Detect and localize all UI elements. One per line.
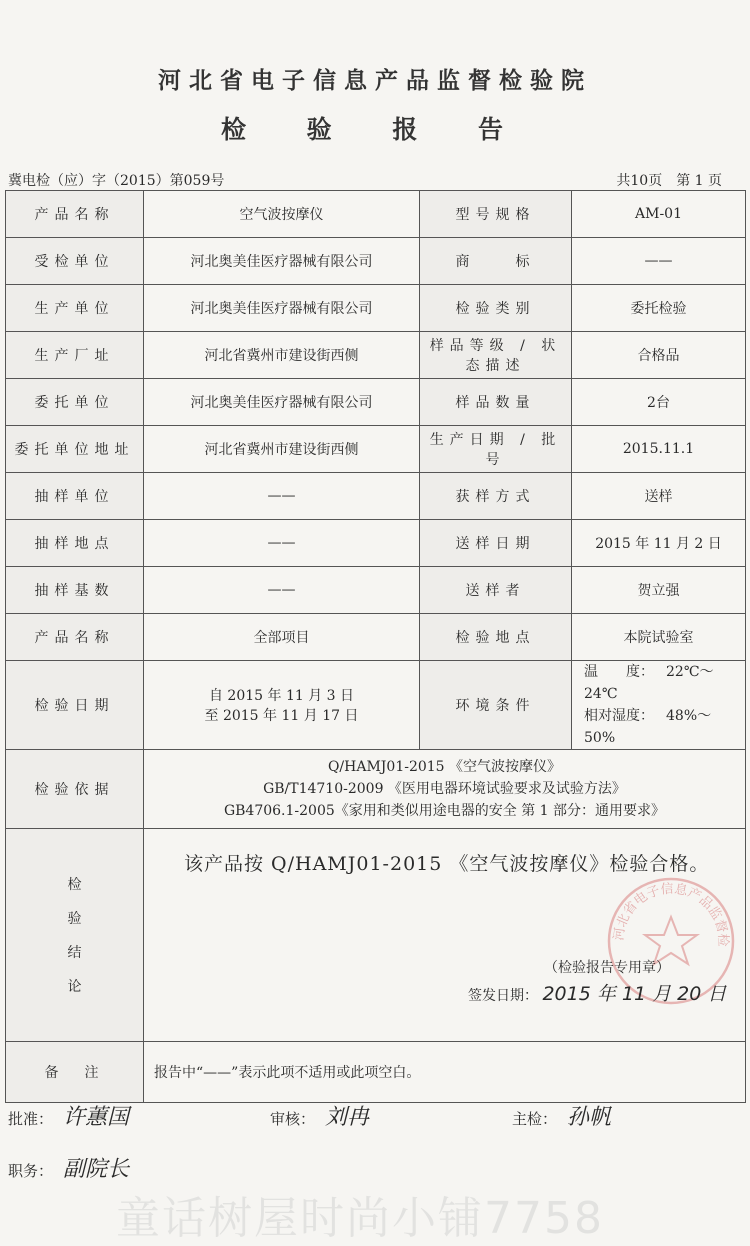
field-value: 贺立强 [572, 567, 746, 614]
chief-inspector [512, 1100, 611, 1131]
field-label: 送样者 [420, 567, 572, 614]
seal-note: （检验报告专用章） [544, 960, 670, 976]
info-row [6, 473, 746, 520]
field-value: 河北奥美佳医疗器械有限公司 [144, 285, 420, 332]
conclusion-cell [144, 829, 746, 1042]
field-label: 抽样基数 [6, 567, 144, 614]
field-value: —— [144, 473, 420, 520]
basis-row [6, 750, 746, 829]
basis-standard-3: GB4706.1-2005《家用和类似用途电器的安全 第 1 部分：通用要求》 [223, 803, 666, 819]
info-row [6, 614, 746, 661]
reviewer-label: 审核： [270, 1110, 316, 1128]
remark-row [6, 1042, 746, 1103]
field-label: 检验地点 [420, 614, 572, 661]
inspection-date-to: 至 2015 年 11 月 17 日 [204, 708, 359, 724]
position [8, 1152, 129, 1183]
conclusion-label-char-1: 检 [67, 877, 82, 893]
inspection-date-label: 检验日期 [6, 661, 144, 750]
svg-text:河北省电子信息产品监督检验院 [601, 869, 731, 947]
environment-value [572, 661, 746, 750]
report-number: 冀电检（应）字（2015）第059号 [8, 173, 225, 189]
issue-date [468, 979, 726, 1006]
environment-label: 环境条件 [420, 661, 572, 750]
field-value: 河北省冀州市建设街西侧 [144, 426, 420, 473]
info-row [6, 238, 746, 285]
field-label: 委托单位 [6, 379, 144, 426]
field-value: 2015.11.1 [572, 426, 746, 473]
info-row [6, 379, 746, 426]
basis-label: 检验依据 [6, 750, 144, 829]
issue-date-handwritten: 2015 年 11 月 20 日 [542, 983, 727, 1005]
issue-date-label: 签发日期： [468, 988, 538, 1004]
reviewer-signature: 刘冉 [325, 1105, 370, 1130]
field-value: —— [144, 567, 420, 614]
field-value: 送样 [572, 473, 746, 520]
field-value: 河北奥美佳医疗器械有限公司 [144, 238, 420, 285]
info-row [6, 332, 746, 379]
field-value: 河北奥美佳医疗器械有限公司 [144, 379, 420, 426]
watermark-text: 童话树屋时尚小铺7758 [116, 1193, 604, 1244]
temperature-value: 22℃～24℃ [584, 664, 714, 702]
basis-standard-2: GB/T14710-2009 《医用电器环境试验要求及试验方法》 [263, 781, 626, 797]
field-value: 空气波按摩仪 [144, 191, 420, 238]
field-value: —— [572, 238, 746, 285]
field-label: 检验类别 [420, 285, 572, 332]
info-row [6, 285, 746, 332]
field-label: 抽样单位 [6, 473, 144, 520]
field-value: 河北省冀州市建设街西侧 [144, 332, 420, 379]
field-label: 受检单位 [6, 238, 144, 285]
chief-inspector-signature: 孙帆 [567, 1105, 612, 1130]
field-label: 委托单位地址 [6, 426, 144, 473]
field-label: 产品名称 [6, 614, 144, 661]
position-label: 职务： [8, 1162, 54, 1180]
remark-text: 报告中“——”表示此项不适用或此项空白。 [144, 1042, 746, 1103]
field-value: 全部项目 [144, 614, 420, 661]
info-row [6, 520, 746, 567]
approver-signature: 许蕙国 [63, 1105, 130, 1130]
remark-label: 备 注 [6, 1042, 144, 1103]
field-value: 2台 [572, 379, 746, 426]
field-value: AM-01 [572, 191, 746, 238]
field-label: 送样日期 [420, 520, 572, 567]
field-label: 样品等级 / 状态描述 [420, 332, 572, 379]
conclusion-text: 该产品按 Q/HAMJ01-2015 《空气波按摩仪》检验合格。 [184, 853, 710, 875]
field-label: 生产单位 [6, 285, 144, 332]
field-label: 生产日期 / 批号 [420, 426, 572, 473]
conclusion-label [6, 829, 144, 1042]
basis-standard-1: Q/HAMJ01-2015 《空气波按摩仪》 [327, 759, 562, 775]
approver-label: 批准： [8, 1110, 54, 1128]
field-value: —— [144, 520, 420, 567]
field-value: 本院试验室 [572, 614, 746, 661]
field-value: 委托检验 [572, 285, 746, 332]
humidity-value: 48%～50% [584, 708, 712, 746]
conclusion-label-char-3: 结 [67, 945, 82, 961]
reviewer [270, 1100, 369, 1131]
field-label: 获样方式 [420, 473, 572, 520]
humidity-label: 相对湿度： [584, 708, 654, 724]
approver [8, 1100, 129, 1131]
field-label: 型号规格 [420, 191, 572, 238]
field-value: 2015 年 11 月 2 日 [572, 520, 746, 567]
info-row [6, 567, 746, 614]
seal-text: 河北省电子信息产品监督检 [611, 881, 731, 947]
inspection-date-from: 自 2015 年 11 月 3 日 [208, 688, 355, 704]
conclusion-row [6, 829, 746, 1042]
report-title: 检 验 报 告 [220, 115, 530, 144]
field-label: 样品数量 [420, 379, 572, 426]
temperature-label: 温 度： [584, 664, 654, 680]
conclusion-label-char-4: 论 [67, 979, 82, 995]
field-label: 生产厂址 [6, 332, 144, 379]
chief-inspector-label: 主检： [512, 1110, 558, 1128]
position-handwritten: 副院长 [63, 1157, 130, 1182]
field-value: 合格品 [572, 332, 746, 379]
field-label: 抽样地点 [6, 520, 144, 567]
inspection-date-row [6, 661, 746, 750]
field-label: 产品名称 [6, 191, 144, 238]
organization-title: 河北省电子信息产品监督检验院 [158, 67, 592, 94]
report-table [5, 190, 746, 1103]
conclusion-label-char-2: 验 [67, 911, 82, 927]
basis-value [144, 750, 746, 829]
field-label: 商 标 [420, 238, 572, 285]
page-info: 共10页 第 1 页 [616, 173, 722, 189]
info-row [6, 191, 746, 238]
inspection-date-value [144, 661, 420, 750]
info-row [6, 426, 746, 473]
